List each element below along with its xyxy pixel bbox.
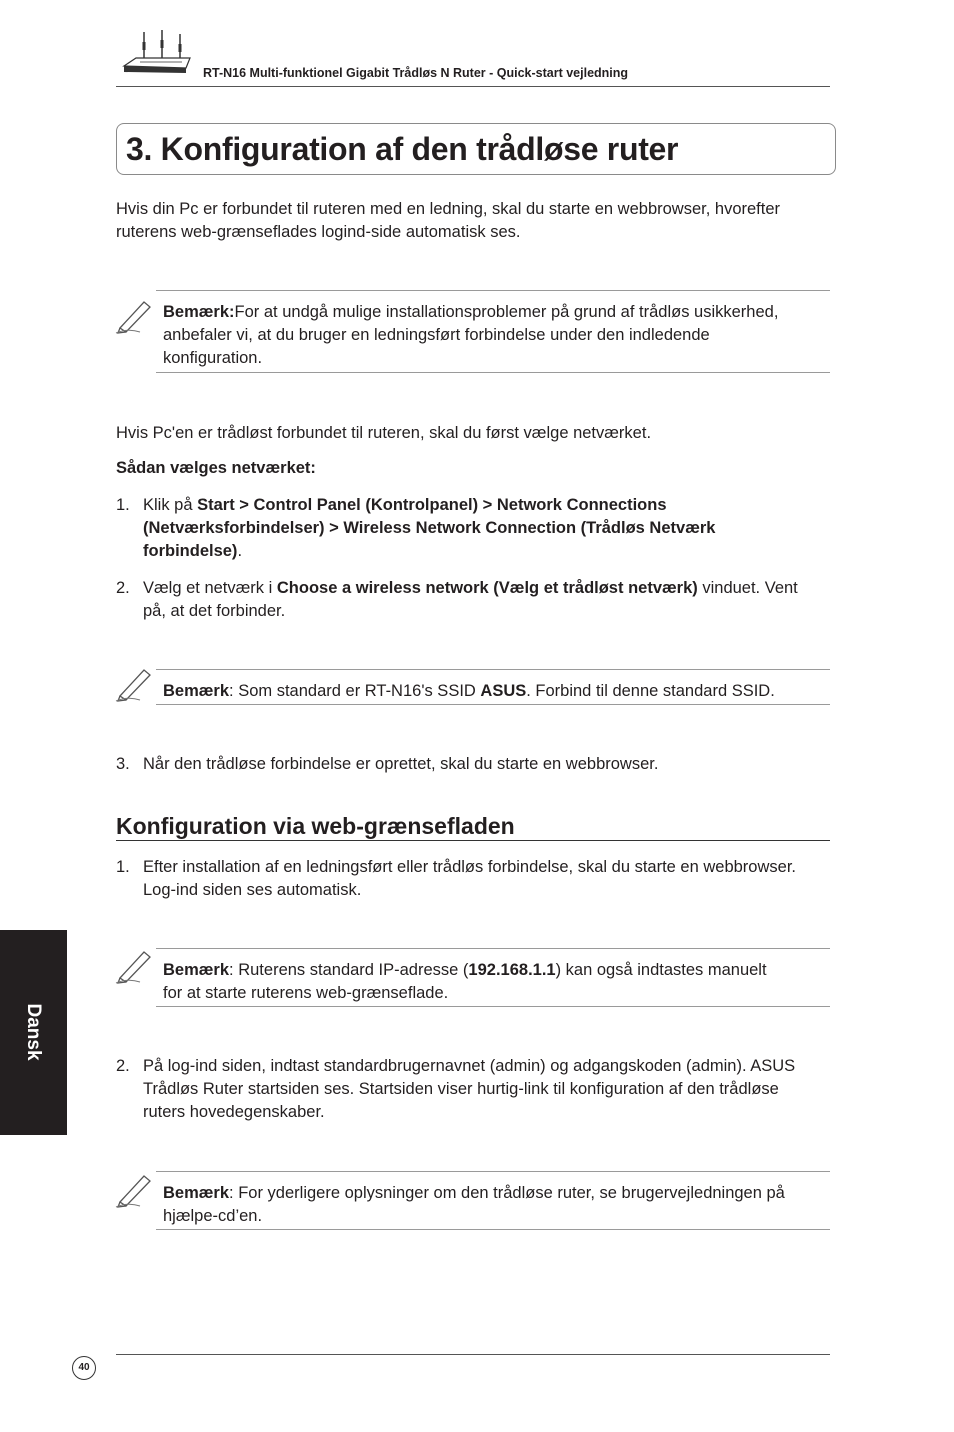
- select-network-heading: Sådan vælges netværket:: [116, 459, 316, 477]
- list-number: 2.: [116, 579, 130, 597]
- section-divider: [116, 840, 830, 841]
- step-text: Efter installation af en ledningsført eller trådløs forbindelse, skal du starte en webbrowser.: [143, 858, 796, 876]
- note-ssid: [163, 680, 823, 703]
- note-installation: [163, 301, 823, 370]
- pencil-icon: [114, 948, 154, 984]
- step-text: ruters hovedegenskaber.: [143, 1103, 325, 1121]
- note-rule-bottom: [156, 372, 830, 373]
- page-number: 40: [78, 1362, 90, 1373]
- list-number: 3.: [116, 755, 130, 773]
- note-text: : Som standard er RT-N16's SSID: [229, 682, 481, 700]
- ssid-value: ASUS: [480, 682, 527, 700]
- note-rule-bottom: [156, 704, 830, 705]
- note-rule-top: [156, 948, 830, 949]
- language-label: Dansk: [23, 1003, 44, 1061]
- note-more-info: [163, 1182, 823, 1228]
- list-number: 2.: [116, 1057, 130, 1075]
- list-item: [143, 577, 833, 623]
- note-rule-bottom: [156, 1229, 830, 1230]
- note-text: anbefaler vi, at du bruger en ledningsført forbindelse under den indledende: [163, 326, 710, 344]
- note-rule-bottom: [156, 1006, 830, 1007]
- note-label: Bemærk: [163, 682, 230, 700]
- chapter-title: 3. Konfiguration af den trådløse ruter: [126, 131, 679, 167]
- note-text: . Forbind til denne standard SSID.: [526, 682, 775, 700]
- pencil-icon: [114, 1172, 154, 1208]
- note-text: for at starte ruterens web-grænseflade.: [163, 984, 449, 1002]
- step-text: Klik på: [143, 496, 198, 514]
- step-text: på, at det forbinder.: [143, 602, 286, 620]
- menu-path: Start > Control Panel (Kontrolpanel) > Network Connections: [197, 496, 667, 514]
- note-label: Bemærk: [163, 961, 230, 979]
- wireless-intro: Hvis Pc'en er trådløst forbundet til ruteren, skal du først vælge netværket.: [116, 424, 652, 442]
- note-label: Bemærk:: [163, 303, 235, 321]
- section-heading: Konfiguration via web-grænsefladen: [116, 813, 515, 839]
- note-text: ) kan også indtastes manuelt: [555, 961, 767, 979]
- note-rule-top: [156, 1171, 830, 1172]
- intro-paragraph: Hvis din Pc er forbundet til ruteren med en ledning, skal du starte en webbrowser, hvorefter ruterens web-grænseflades logind-side automatisk ses.: [116, 200, 781, 241]
- list-item: [143, 856, 833, 902]
- window-name: Choose a wireless network (Vælg et trådløst netværk): [276, 579, 698, 597]
- list-item: [143, 494, 833, 563]
- note-text: hjælpe-cd’en.: [163, 1207, 263, 1225]
- step-text: På log-ind siden, indtast standardbrugernavnet (admin) og adgangskoden (admin). ASUS: [143, 1057, 796, 1075]
- ip-address-value: 192.168.1.1: [468, 961, 556, 979]
- note-text: : Ruterens standard IP-adresse (: [229, 961, 469, 979]
- note-text: For at undgå mulige installationsproblemer på grund af trådløs usikkerhed,: [234, 303, 779, 321]
- pencil-icon: [114, 666, 154, 702]
- menu-path: forbindelse): [143, 542, 238, 560]
- header-title: RT-N16 Multi-funktionel Gigabit Trådløs N Ruter - Quick-start vejledning: [203, 66, 629, 80]
- list-item: Når den trådløse forbindelse er oprettet, skal du starte en webbrowser.: [143, 755, 659, 773]
- note-label: Bemærk: [163, 1184, 230, 1202]
- list-item: [143, 1055, 833, 1124]
- note-rule-top: [156, 669, 830, 670]
- header-divider: [116, 86, 830, 87]
- menu-path: (Netværksforbindelser) > Wireless Network Connection (Trådløs Netværk: [143, 519, 716, 537]
- list-number: 1.: [116, 858, 130, 876]
- step-text: Log-ind siden ses automatisk.: [143, 881, 362, 899]
- note-text: : For yderligere oplysninger om den trådløse ruter, se brugervejledningen på: [229, 1184, 785, 1202]
- step-text: Vælg et netværk i: [143, 579, 277, 597]
- step-text: Trådløs Ruter startsiden ses. Startsiden viser hurtig-link til konfiguration af den trådløse: [143, 1080, 779, 1098]
- list-number: 1.: [116, 496, 130, 514]
- step-text: vinduet. Vent: [697, 579, 798, 597]
- note-text: konfiguration.: [163, 349, 263, 367]
- footer-divider: [116, 1354, 830, 1355]
- step-text: .: [237, 542, 243, 560]
- note-ip-address: [163, 959, 823, 1005]
- note-rule-top: [156, 290, 830, 291]
- pencil-icon: [114, 298, 154, 334]
- router-icon: [120, 28, 192, 80]
